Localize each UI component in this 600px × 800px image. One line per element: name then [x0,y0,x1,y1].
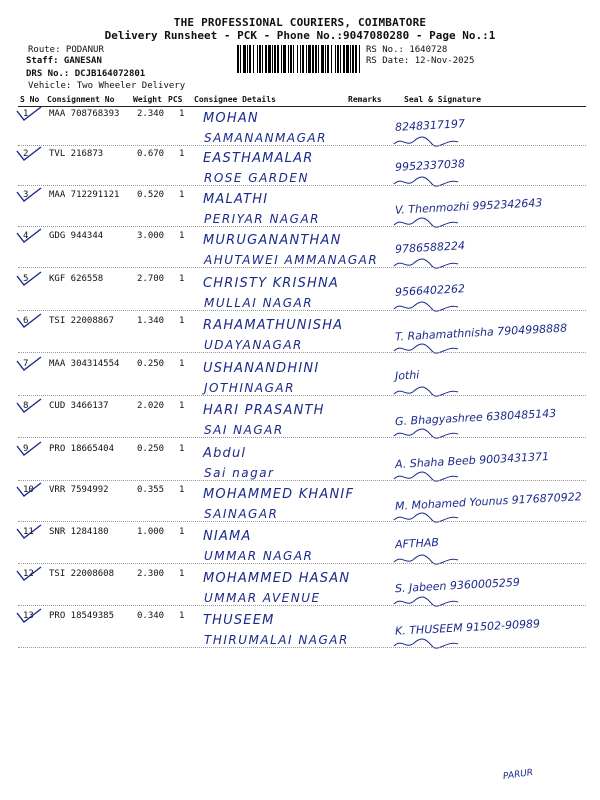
row-consignment-no: TSI 22008608 [49,569,115,579]
row-consignee-address: PERIYAR NAGAR [204,212,320,226]
row-divider [18,437,586,438]
signature-scribble [392,637,462,651]
delivered-tick-icon [14,440,44,460]
row-weight: 2.020 [137,401,165,411]
row-consignment-no: KGF 626558 [49,274,104,284]
rs-date: RS Date: 12-Nov-2025 [366,56,475,66]
row-consignment-no: PRO 18549385 [49,611,115,621]
footer-note: PARUR [502,767,534,783]
staff-label: Staff: GANESAN [26,56,102,66]
delivered-tick-icon [14,227,44,247]
row-pcs: 1 [179,401,185,411]
signature-scribble [392,385,462,399]
signature-scribble [392,470,462,484]
row-weight: 2.700 [137,274,165,284]
barcode-bar [331,45,332,73]
row-consignee-name: MURUGANANTHAN [203,233,342,248]
signature-scribble [392,175,462,189]
row-consignee-name: CHRISTY KRISHNA [203,276,340,291]
row-divider [18,605,586,606]
delivered-tick-icon [14,105,44,125]
row-pcs: 1 [179,109,185,119]
col-pcs: PCS [168,95,183,104]
row-consignee-address: SAINAGAR [204,507,279,521]
row-signature: 9952337038 [394,157,466,174]
row-weight: 2.300 [137,569,165,579]
row-consignee-address: UMMAR AVENUE [204,591,321,605]
barcode-bar [268,45,271,73]
row-consignee-name: Abdul [203,446,247,461]
barcode-bar [306,45,307,73]
row-consignment-no: VRR 7594992 [49,485,109,495]
row-signature: 9786588224 [394,239,466,256]
row-consignee-address: Sai nagar [204,466,275,480]
row-pcs: 1 [179,444,185,454]
row-consignee-address: SAMANANMAGAR [204,131,327,145]
row-consignee-name: USHANANDHINI [203,361,320,376]
row-weight: 2.340 [137,109,165,119]
col-remarks: Remarks [348,95,382,104]
row-weight: 0.355 [137,485,165,495]
row-weight: 0.520 [137,190,165,200]
delivered-tick-icon [14,565,44,585]
row-sno: 10 [23,485,34,495]
row-weight: 3.000 [137,231,165,241]
row-consignment-no: CUD 3466137 [49,401,109,411]
barcode-bar [340,45,341,73]
barcode-bar [321,45,324,73]
row-consignee-address: UDAYANAGAR [204,338,303,352]
row-signature: 9566402262 [394,282,466,299]
row-consignment-no: TVL 216873 [49,149,104,159]
row-consignee-name: MOHAN [203,111,259,126]
barcode-bar [240,45,241,73]
barcode-bar [259,45,261,73]
barcode-bar [318,45,319,73]
barcode-bar [290,45,292,73]
signature-scribble [392,135,462,149]
barcode-bar [315,45,317,73]
barcode-bar [343,45,345,73]
runsheet-title: THE PROFESSIONAL COURIERS, COIMBATORE [173,16,427,29]
row-signature: G. Bhagyashree 6380485143 [394,406,557,429]
row-consignment-no: MAA 712291121 [49,190,120,200]
row-weight: 0.340 [137,611,165,621]
row-divider [18,480,586,481]
row-consignee-name: HARI PRASANTH [203,403,325,418]
row-pcs: 1 [179,611,185,621]
row-signature: AFTHAB [394,535,440,552]
row-sno: 13 [23,611,34,621]
signature-scribble [392,427,462,441]
header-divider [18,106,586,107]
rs-number: RS No.: 1640728 [366,45,448,55]
row-sno: 9 [23,444,29,454]
signature-scribble [392,257,462,271]
row-sno: 5 [23,274,29,284]
row-signature: K. THUSEEM 91502-90989 [394,617,541,638]
row-consignee-name: EASTHAMALAR [203,151,314,166]
row-signature: Jothi [394,368,420,383]
delivered-tick-icon [14,145,44,165]
row-divider [18,563,586,564]
row-sno: 1 [23,109,29,119]
signature-scribble [392,595,462,609]
row-consignee-name: MOHAMMED HASAN [203,571,351,586]
delivered-tick-icon [14,270,44,290]
row-consignee-address: MULLAI NAGAR [204,296,314,310]
row-divider [18,310,586,311]
barcode-bar [274,45,276,73]
col-consignee: Consignee Details [194,95,276,104]
row-consignment-no: TSI 22008867 [49,316,115,326]
barcode-bar [237,45,239,73]
row-consignment-no: MAA 708768393 [49,109,120,119]
row-consignment-no: SNR 1284180 [49,527,109,537]
row-signature: S. Jabeen 9360005259 [394,575,521,596]
row-divider [18,352,586,353]
row-signature: T. Rahamathnisha 7904998888 [394,321,568,344]
barcode-bar [265,45,267,73]
barcode-bar [350,45,351,73]
row-divider [18,267,586,268]
row-consignment-no: PRO 18665404 [49,444,115,454]
barcode-bar [272,45,273,73]
row-sno: 11 [23,527,34,537]
barcode-bar [355,45,357,73]
row-weight: 1.340 [137,316,165,326]
barcode-bar [277,45,279,73]
col-seal-signature: Seal & Signature [404,95,482,104]
row-consignee-address: SAI NAGAR [204,423,284,437]
delivered-tick-icon [14,607,44,627]
barcode-bar [293,45,294,73]
row-weight: 0.250 [137,444,165,454]
barcode-bar [325,45,326,73]
delivered-tick-icon [14,355,44,375]
barcode-bar [257,45,258,73]
row-sno: 7 [23,359,29,369]
barcode-bar [243,45,246,73]
delivered-tick-icon [14,397,44,417]
row-signature: V. Thenmozhi 9952342643 [394,196,543,217]
row-sno: 8 [23,401,29,411]
col-consignment: Consignment No [47,95,115,104]
barcode [237,45,361,73]
signature-scribble [392,216,462,230]
row-pcs: 1 [179,149,185,159]
row-weight: 0.670 [137,149,165,159]
row-consignee-address: AHUTAWEI AMMANAGAR [204,253,379,267]
row-pcs: 1 [179,359,185,369]
row-sno: 6 [23,316,29,326]
row-pcs: 1 [179,231,185,241]
barcode-bar [281,45,282,73]
col-sno: S No [20,95,40,104]
row-divider [18,185,586,186]
row-consignee-name: RAHAMATHUNISHA [203,318,344,333]
row-pcs: 1 [179,274,185,284]
row-consignee-address: JOTHINAGAR [204,381,295,395]
delivered-tick-icon [14,481,44,501]
runsheet-subtitle: Delivery Runsheet - PCK - Phone No.:9047080280 - Page No.:1 [104,29,496,42]
barcode-bar [297,45,298,73]
col-weight: Weight [133,95,162,104]
signature-scribble [392,342,462,356]
row-divider [18,395,586,396]
row-signature: M. Mohamed Younus 9176870922 [394,490,582,513]
barcode-bar [300,45,301,73]
row-consignee-name: NIAMA [203,529,252,544]
barcode-bar [249,45,251,73]
barcode-bar [302,45,304,73]
vehicle-label: Vehicle: Two Wheeler Delivery [28,81,186,91]
row-divider [18,521,586,522]
row-sno: 12 [23,569,34,579]
barcode-bar [335,45,336,73]
row-consignment-no: MAA 304314554 [49,359,120,369]
row-pcs: 1 [179,316,185,326]
row-signature: 8248317197 [394,117,466,134]
row-signature: A. Shaha Beeb 9003431371 [394,449,550,472]
row-pcs: 1 [179,527,185,537]
signature-scribble [392,300,462,314]
row-pcs: 1 [179,190,185,200]
row-divider [18,145,586,146]
route-label: Route: PODANUR [28,45,104,55]
row-pcs: 1 [179,569,185,579]
barcode-bar [352,45,354,73]
row-consignee-address: THIRUMALAI NAGAR [204,633,349,647]
row-sno: 2 [23,149,29,159]
barcode-bar [312,45,314,73]
delivered-tick-icon [14,523,44,543]
barcode-bar [247,45,248,73]
row-sno: 3 [23,190,29,200]
barcode-bar [337,45,339,73]
row-consignee-address: ROSE GARDEN [204,171,309,185]
barcode-bar [253,45,254,73]
row-consignee-address: UMMAR NAGAR [204,549,314,563]
drs-label: DRS No.: DCJB164072801 [26,69,146,79]
row-divider [18,226,586,227]
barcode-bar [308,45,311,73]
barcode-bar [283,45,286,73]
barcode-bar [262,45,263,73]
barcode-bar [359,45,360,73]
barcode-bar [346,45,349,73]
delivered-tick-icon [14,186,44,206]
row-pcs: 1 [179,485,185,495]
row-consignee-name: MOHAMMED KHANIF [203,487,355,502]
row-consignee-name: MALATHI [203,192,269,207]
barcode-bar [288,45,289,73]
row-consignee-name: THUSEEM [203,613,275,628]
barcode-bar [327,45,329,73]
signature-scribble [392,511,462,525]
delivered-tick-icon [14,312,44,332]
signature-scribble [392,553,462,567]
row-divider [18,647,586,648]
row-weight: 1.000 [137,527,165,537]
row-weight: 0.250 [137,359,165,369]
row-sno: 4 [23,231,29,241]
row-consignment-no: GDG 944344 [49,231,104,241]
